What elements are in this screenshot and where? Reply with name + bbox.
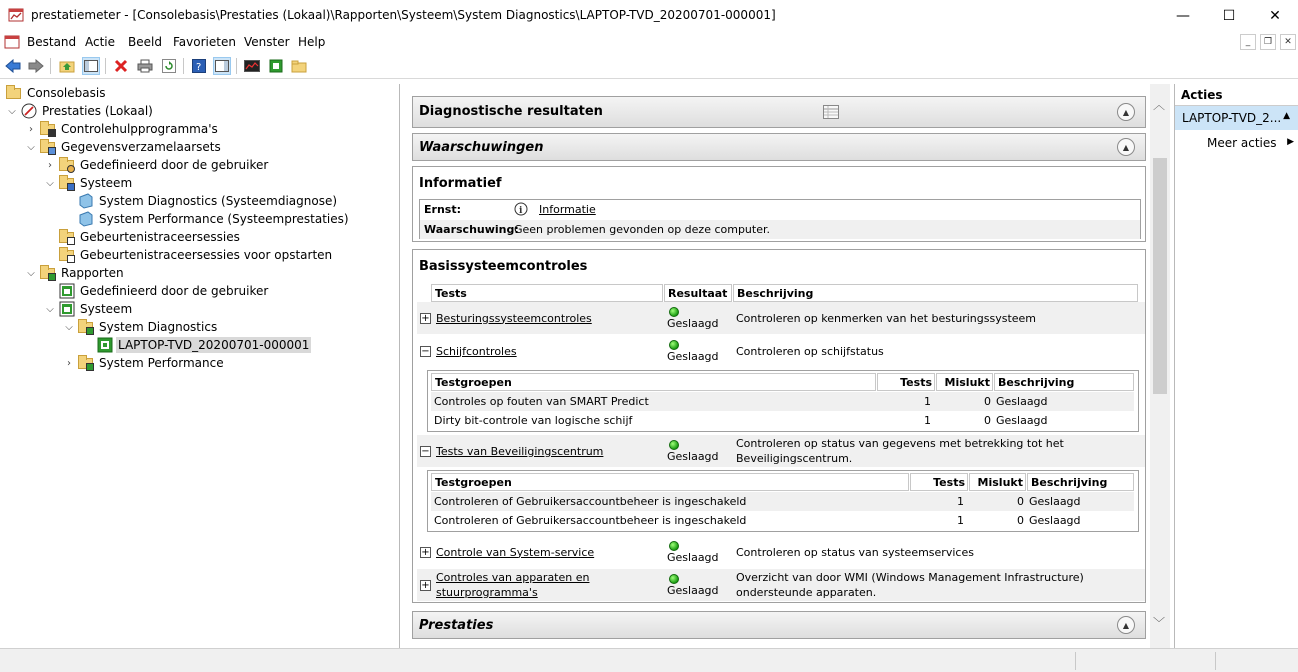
chevron-right-icon[interactable]: › — [67, 357, 71, 369]
tests-cell: 1 — [924, 414, 931, 427]
group-cell: Controleren of Gebruikersaccountbeheer is ingeschakeld — [434, 514, 747, 527]
mdi-restore-button[interactable]: ❐ — [1260, 34, 1276, 50]
submenu-arrow-icon: ▶ — [1287, 137, 1294, 147]
table-header — [413, 284, 1147, 302]
info-label: Ernst: — [424, 203, 461, 216]
folder-icon[interactable] — [290, 57, 308, 75]
chevron-down-icon[interactable]: ⌵ — [8, 105, 16, 117]
perfmon-app-icon — [8, 7, 24, 23]
table-row — [417, 536, 1145, 568]
tree-item-system-diagnostics-rapport[interactable]: ⌵ System Diagnostics — [63, 318, 219, 336]
tree-item-rapporten[interactable]: ⌵ Rapporten — [25, 264, 126, 282]
tree-item-system-performance-dcs[interactable]: System Performance (Systeemprestaties) — [78, 210, 351, 228]
column-header-testgroepen[interactable]: Testgroepen — [431, 373, 876, 391]
status-ok-icon — [669, 574, 679, 584]
result-text: Geslaagd — [667, 449, 719, 463]
trace-folder-icon — [59, 229, 75, 245]
expand-plus-icon[interactable]: + — [421, 579, 430, 591]
refresh-icon[interactable] — [160, 57, 178, 75]
menu-bestand[interactable]: Bestand — [27, 35, 77, 49]
desc-cell: Geslaagd — [996, 395, 1048, 408]
column-header-mislukt[interactable]: Mislukt — [936, 373, 993, 391]
section-title: Diagnostische resultaten — [419, 104, 603, 119]
group-cell: Controleren of Gebruikersaccountbeheer is ingeschakeld — [434, 495, 747, 508]
column-header-testgroepen[interactable]: Testgroepen — [431, 473, 909, 491]
tests-cell: 1 — [924, 395, 931, 408]
description-text: Controleren op schijfstatus — [736, 344, 884, 358]
chevron-down-icon[interactable]: ⌵ — [27, 267, 35, 279]
svg-text:?: ? — [196, 62, 202, 73]
show-hide-tree-icon[interactable] — [82, 57, 100, 75]
monitoring-folder-icon — [40, 121, 56, 137]
information-link[interactable]: Informatie — [539, 203, 596, 216]
chevron-down-icon[interactable]: ⌵ — [46, 303, 54, 315]
chevron-right-icon[interactable]: › — [48, 159, 52, 171]
tree-item-gedefinieerd-gebruiker-dcs[interactable]: › Gedefinieerd door de gebruiker — [44, 156, 270, 174]
info-table — [419, 199, 1141, 239]
navigation-tree — [0, 84, 400, 648]
table-row — [417, 435, 1145, 467]
close-button[interactable]: ✕ — [1269, 7, 1281, 24]
tree-item-gegevensverzamelaarsets[interactable]: ⌵ Gegevensverzamelaarsets — [25, 138, 223, 156]
status-ok-icon — [669, 440, 679, 450]
collapse-up-icon[interactable]: ▲ — [1117, 616, 1135, 634]
description-text: Beveiligingscentrum. — [736, 452, 853, 465]
failed-cell: 0 — [984, 414, 991, 427]
performance-chart-icon[interactable] — [243, 57, 261, 75]
test-link[interactable]: Schijfcontroles — [436, 344, 517, 358]
trace-folder-icon — [59, 247, 75, 263]
datacollector-folder-icon — [40, 139, 56, 155]
collapse-up-icon[interactable]: ▲ — [1283, 111, 1290, 121]
chevron-down-icon[interactable]: ⌵ — [46, 177, 54, 189]
expand-plus-icon[interactable]: + — [421, 546, 430, 558]
description-text: ondersteunde apparaten. — [736, 586, 877, 599]
section-title: Prestaties — [419, 618, 494, 633]
collapse-minus-icon[interactable]: − — [421, 345, 430, 357]
window-title: prestatiemeter - [Consolebasis\Prestaties (Lokaal)\Rapporten\Systeem\System Diagnostics\LAPTOP-TVD_20200701-000001] — [31, 8, 776, 22]
perfmon-icon — [21, 103, 37, 119]
actions-header: Acties — [1175, 84, 1298, 106]
column-header-tests[interactable]: Tests — [910, 473, 968, 491]
help-icon[interactable] — [190, 57, 208, 75]
tree-item-system-performance-rapport[interactable]: › System Performance — [63, 354, 226, 372]
failed-cell: 0 — [1017, 514, 1024, 527]
status-ok-icon — [669, 340, 679, 350]
info-value: Geen problemen gevonden op deze computer. — [514, 223, 770, 236]
title-bar — [0, 0, 1298, 31]
tests-cell: 1 — [957, 514, 964, 527]
tree-item-systeem-dcs[interactable]: ⌵ Systeem — [44, 174, 134, 192]
more-actions-item[interactable] — [1207, 136, 1297, 154]
desc-cell: Geslaagd — [1029, 495, 1081, 508]
report-green-icon[interactable] — [267, 57, 285, 75]
more-actions-label: Meer acties — [1207, 136, 1277, 150]
report-icon — [97, 337, 113, 353]
maximize-button[interactable]: ☐ — [1222, 7, 1236, 24]
table-row — [431, 511, 1134, 530]
console-icon[interactable] — [4, 34, 20, 50]
description-text: Overzicht van door WMI (Windows Management Infrastructure) — [736, 571, 1084, 584]
report-icon — [59, 301, 75, 317]
result-text: Geslaagd — [667, 316, 719, 330]
panel-title: Basissysteemcontroles — [419, 259, 588, 274]
column-header-tests[interactable]: Tests — [431, 284, 663, 302]
collapse-minus-icon[interactable]: − — [421, 445, 430, 457]
collector-set-icon — [78, 211, 94, 227]
column-header-beschrijving[interactable]: Beschrijving — [1027, 473, 1134, 491]
chevron-down-icon[interactable]: ⌵ — [65, 321, 73, 333]
scroll-down-icon[interactable]: ﹀ — [1153, 616, 1166, 630]
failed-cell: 0 — [984, 395, 991, 408]
tree-item-gebeurtenistraceersessies-opstarten[interactable]: Gebeurtenistraceersessies voor opstarten — [59, 246, 334, 264]
information-icon — [514, 202, 528, 216]
folder-icon — [6, 85, 22, 101]
print-icon[interactable] — [136, 57, 154, 75]
svg-text:i: i — [519, 206, 523, 216]
column-header-beschrijving[interactable]: Beschrijving — [733, 284, 1138, 302]
toolbar — [0, 53, 1298, 79]
actions-section-laptop[interactable] — [1175, 106, 1298, 130]
test-link[interactable]: Controle van System-service — [436, 545, 595, 559]
menu-help[interactable]: Help — [298, 35, 326, 49]
informational-panel — [412, 166, 1146, 242]
scroll-thumb[interactable] — [1153, 158, 1167, 394]
column-header-beschrijving[interactable]: Beschrijving — [994, 373, 1134, 391]
test-link[interactable]: Besturingssysteemcontroles — [436, 311, 592, 325]
up-folder-icon[interactable] — [58, 57, 76, 75]
disk-checks-subtable — [427, 370, 1139, 432]
tree-item-systeem-rapporten[interactable]: ⌵ Systeem — [44, 300, 134, 318]
tree-item-laptop-report[interactable]: LAPTOP-TVD_20200701-000001 — [97, 336, 311, 354]
menu-favorieten[interactable]: Favorieten — [173, 35, 236, 49]
result-text: Geslaagd — [667, 349, 719, 363]
status-bar — [0, 648, 1298, 672]
tests-cell: 1 — [957, 495, 964, 508]
minimize-button[interactable]: — — [1176, 7, 1190, 24]
menu-actie[interactable]: Actie — [85, 35, 116, 49]
test-link[interactable]: stuurprogramma's — [436, 586, 538, 599]
column-header-tests[interactable]: Tests — [877, 373, 935, 391]
expand-plus-icon[interactable]: + — [421, 312, 430, 324]
table-row — [417, 302, 1145, 334]
warnings-section-header[interactable] — [412, 133, 1146, 161]
delete-icon[interactable] — [112, 57, 130, 75]
tree-item-controlehulpprogrammas[interactable]: › Controlehulpprogramma's — [25, 120, 220, 138]
desc-cell: Geslaagd — [1029, 514, 1081, 527]
basic-system-checks-panel — [412, 249, 1146, 603]
collector-set-icon — [78, 193, 94, 209]
reports-folder-icon — [78, 319, 94, 335]
tree-item-prestaties-lokaal[interactable]: ⌵ Prestaties (Lokaal) — [6, 102, 155, 120]
chevron-down-icon[interactable]: ⌵ — [27, 141, 35, 153]
desc-cell: Geslaagd — [996, 414, 1048, 427]
performance-section-header[interactable] — [412, 611, 1146, 639]
diagnostic-results-header[interactable] — [412, 96, 1146, 128]
failed-cell: 0 — [1017, 495, 1024, 508]
tree-item-system-diagnostics-dcs[interactable]: System Diagnostics (Systeemdiagnose) — [78, 192, 339, 210]
back-arrow-icon[interactable] — [4, 57, 22, 75]
actions-section-label: LAPTOP-TVD_2... — [1182, 111, 1282, 125]
show-hide-action-pane-icon[interactable] — [213, 57, 231, 75]
actions-pane — [1174, 84, 1298, 648]
table-row — [431, 392, 1134, 411]
group-cell: Dirty bit-controle van logische schijf — [434, 414, 633, 427]
description-text: Controleren op kenmerken van het besturingssysteem — [736, 311, 1037, 325]
info-row-waarschuwing — [420, 220, 1140, 239]
tree-item-gebeurtenistraceersessies[interactable]: Gebeurtenistraceersessies — [59, 228, 242, 246]
tree-item-gedefinieerd-gebruiker-rapporten[interactable]: Gedefinieerd door de gebruiker — [59, 282, 270, 300]
info-row-ernst — [420, 200, 1140, 219]
vertical-scrollbar[interactable] — [1150, 84, 1170, 648]
table-view-icon[interactable] — [823, 105, 839, 119]
mdi-close-button[interactable]: ✕ — [1280, 34, 1296, 50]
panel-title: Informatief — [419, 176, 502, 191]
menu-venster[interactable]: Venster — [244, 35, 290, 49]
user-folder-icon — [59, 157, 75, 173]
test-link[interactable]: Tests van Beveiligingscentrum — [436, 444, 604, 458]
result-text: Geslaagd — [667, 583, 719, 597]
collapse-up-icon[interactable]: ▲ — [1117, 138, 1135, 156]
security-checks-subtable — [427, 470, 1139, 532]
result-text: Geslaagd — [667, 550, 719, 564]
reports-folder-icon — [40, 265, 56, 281]
reports-folder-icon — [78, 355, 94, 371]
tree-item-consolebasis[interactable]: Consolebasis — [6, 84, 107, 102]
menu-beeld[interactable]: Beeld — [128, 35, 162, 49]
table-row — [417, 569, 1145, 601]
menu-bar — [0, 31, 1298, 53]
table-row — [431, 492, 1134, 511]
info-label: Waarschuwing: — [424, 223, 519, 236]
scroll-up-icon[interactable]: ︿ — [1153, 98, 1166, 112]
column-header-resultaat[interactable]: Resultaat — [664, 284, 732, 302]
chevron-right-icon[interactable]: › — [29, 123, 33, 135]
mdi-minimize-button[interactable]: _ — [1240, 34, 1256, 50]
table-row — [417, 335, 1145, 367]
column-header-mislukt[interactable]: Mislukt — [969, 473, 1026, 491]
section-title: Waarschuwingen — [419, 140, 544, 155]
group-cell: Controles op fouten van SMART Predict — [434, 395, 649, 408]
report-icon — [59, 283, 75, 299]
collapse-up-icon[interactable]: ▲ — [1117, 103, 1135, 121]
forward-arrow-icon[interactable] — [27, 57, 45, 75]
description-text: Controleren op status van gegevens met betrekking tot het — [736, 437, 1064, 450]
status-ok-icon — [669, 307, 679, 317]
system-folder-icon — [59, 175, 75, 191]
table-row — [431, 411, 1134, 430]
status-ok-icon — [669, 541, 679, 551]
test-link[interactable]: Controles van apparaten en — [436, 571, 590, 584]
description-text: Controleren op status van systeemservices — [736, 545, 974, 559]
report-content — [406, 84, 1150, 648]
